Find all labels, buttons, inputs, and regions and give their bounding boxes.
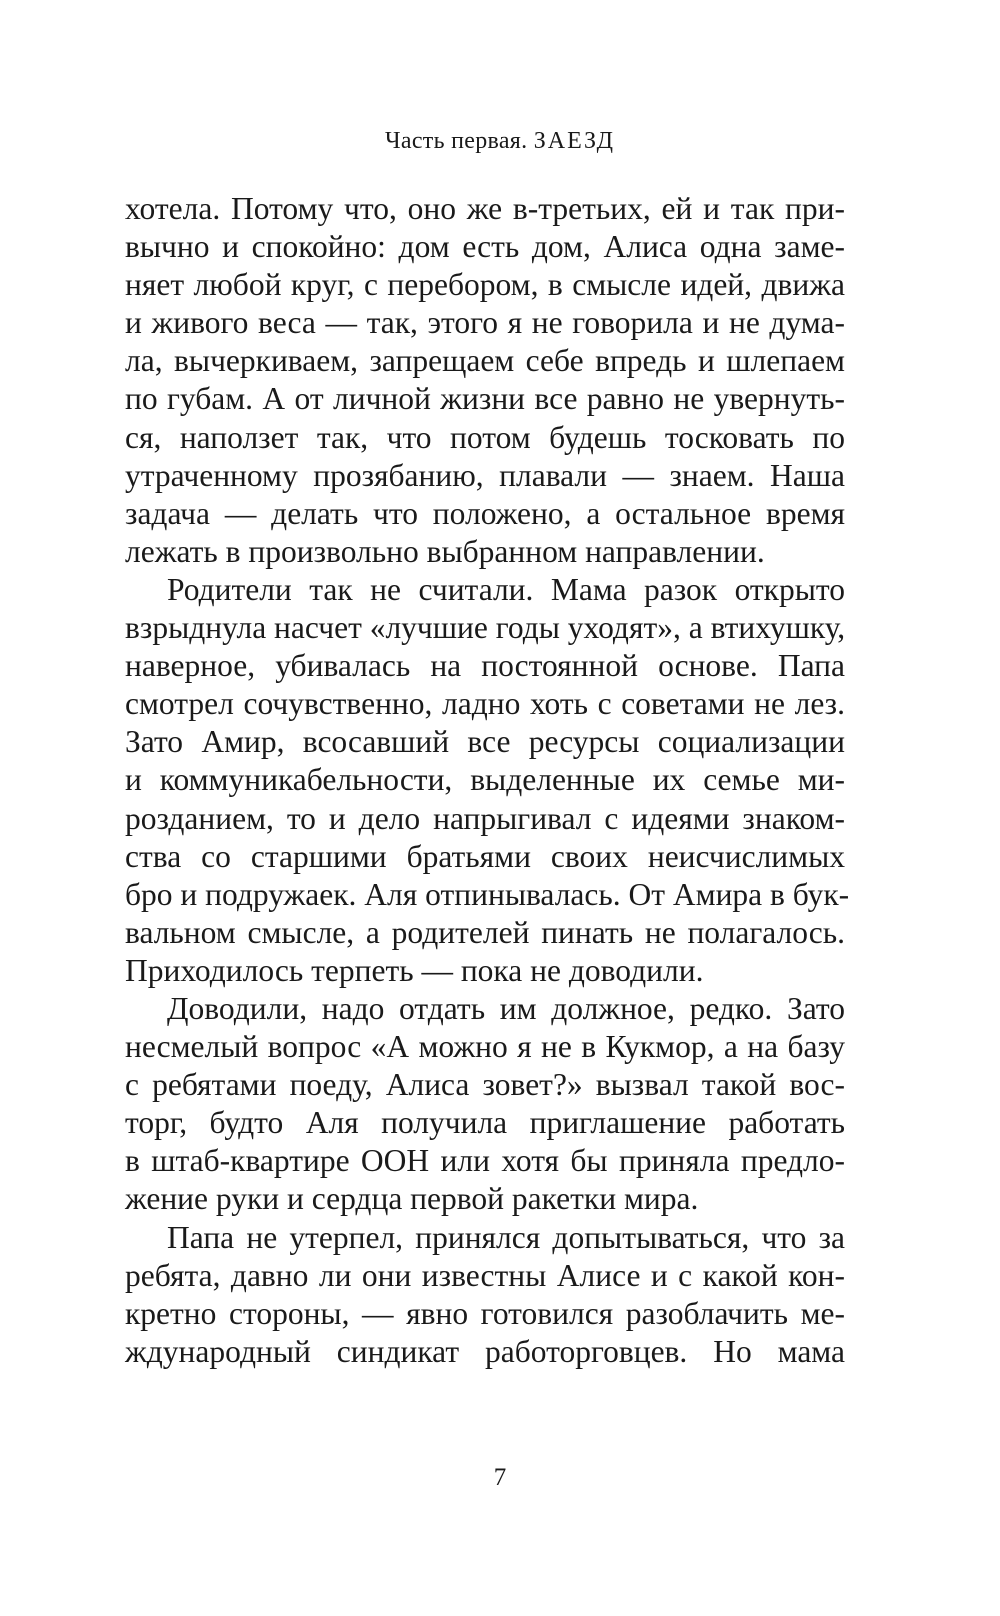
text-line: бро и подружаек. Аля отпинывалась. От Амира в бук- [125,876,850,912]
text-line: Родители так не считали. Мама разок открыто [167,571,845,607]
text-line: жение руки и сердца первой ракетки мира. [125,1181,699,1217]
text-line: и коммуникабельности, выделенные их семье ми- [125,762,845,798]
text-line: задача — делать что положено, а остальное время [125,495,845,531]
text-line: с ребятами поеду, Алиса зовет?» вызвал такой вос- [125,1067,845,1103]
running-head [0,128,1000,155]
paragraph-3 [125,990,845,1219]
text-line: ся, наползет так, что потом будешь тосковать по [125,419,845,455]
text-line: вычно и спокойно: дом есть дом, Алиса одна заме- [125,229,845,265]
text-line: Зато Амир, всосавший все ресурсы социализации [125,724,845,760]
paragraph-2 [125,571,850,990]
text-line: смотрел сочувственно, ладно хоть с советами не лез. [125,686,845,722]
text-line: в штаб-квартире ООН или хотя бы приняла предло- [125,1143,845,1179]
body-text [125,190,850,1371]
paragraph-1 [125,190,845,571]
text-line: Доводили, надо отдать им должное, редко. Зато [167,990,845,1026]
text-line: взрыднула насчет «лучшие годы уходят», а втихушку, [125,610,846,646]
text-line: торг, будто Аля получила приглашение работать [125,1105,845,1141]
text-line: Приходилось терпеть — пока не доводили. [125,952,704,988]
text-line: Папа не утерпел, принялся допытываться, что за [167,1219,845,1255]
text-line: няет любой круг, с перебором, в смысле идей, движа [125,267,845,303]
text-line: ребята, давно ли они известны Алисе и с какой кон- [125,1257,845,1293]
text-line: по губам. А от личной жизни все равно не увернуть- [125,381,845,417]
text-line: и живого веса — так, этого я не говорила и не дума- [125,305,845,341]
paragraph-4 [125,1219,845,1371]
part-title: ЗАЕЗД [533,128,615,154]
text-line: несмелый вопрос «А можно я не в Кукмор, а на базу [125,1029,845,1065]
text-line: розданием, то и дело напрыгивал с идеями знаком- [125,800,845,836]
page-number: 7 [493,1464,507,1491]
text-line: ждународный синдикат работорговцев. Но мама [125,1333,845,1369]
text-line: хотела. Потому что, оно же в-третьих, ей и так при- [125,191,845,226]
text-line: утраченному прозябанию, плавали — знаем. Наша [125,457,845,493]
text-line: наверное, убивалась на постоянной основе. Папа [125,648,845,684]
text-line: ла, вычеркиваем, запрещаем себе впредь и шлепаем [125,343,845,379]
text-line: ства со старшими братьями своих неисчислимых [125,838,845,874]
part-label: Часть первая. [384,128,528,154]
text-line: лежать в произвольно выбранном направлении. [125,533,765,569]
text-line: кретно стороны, — явно готовился разоблачить ме- [125,1295,845,1331]
text-line: вальном смысле, а родителей пинать не полагалось. [125,914,845,950]
